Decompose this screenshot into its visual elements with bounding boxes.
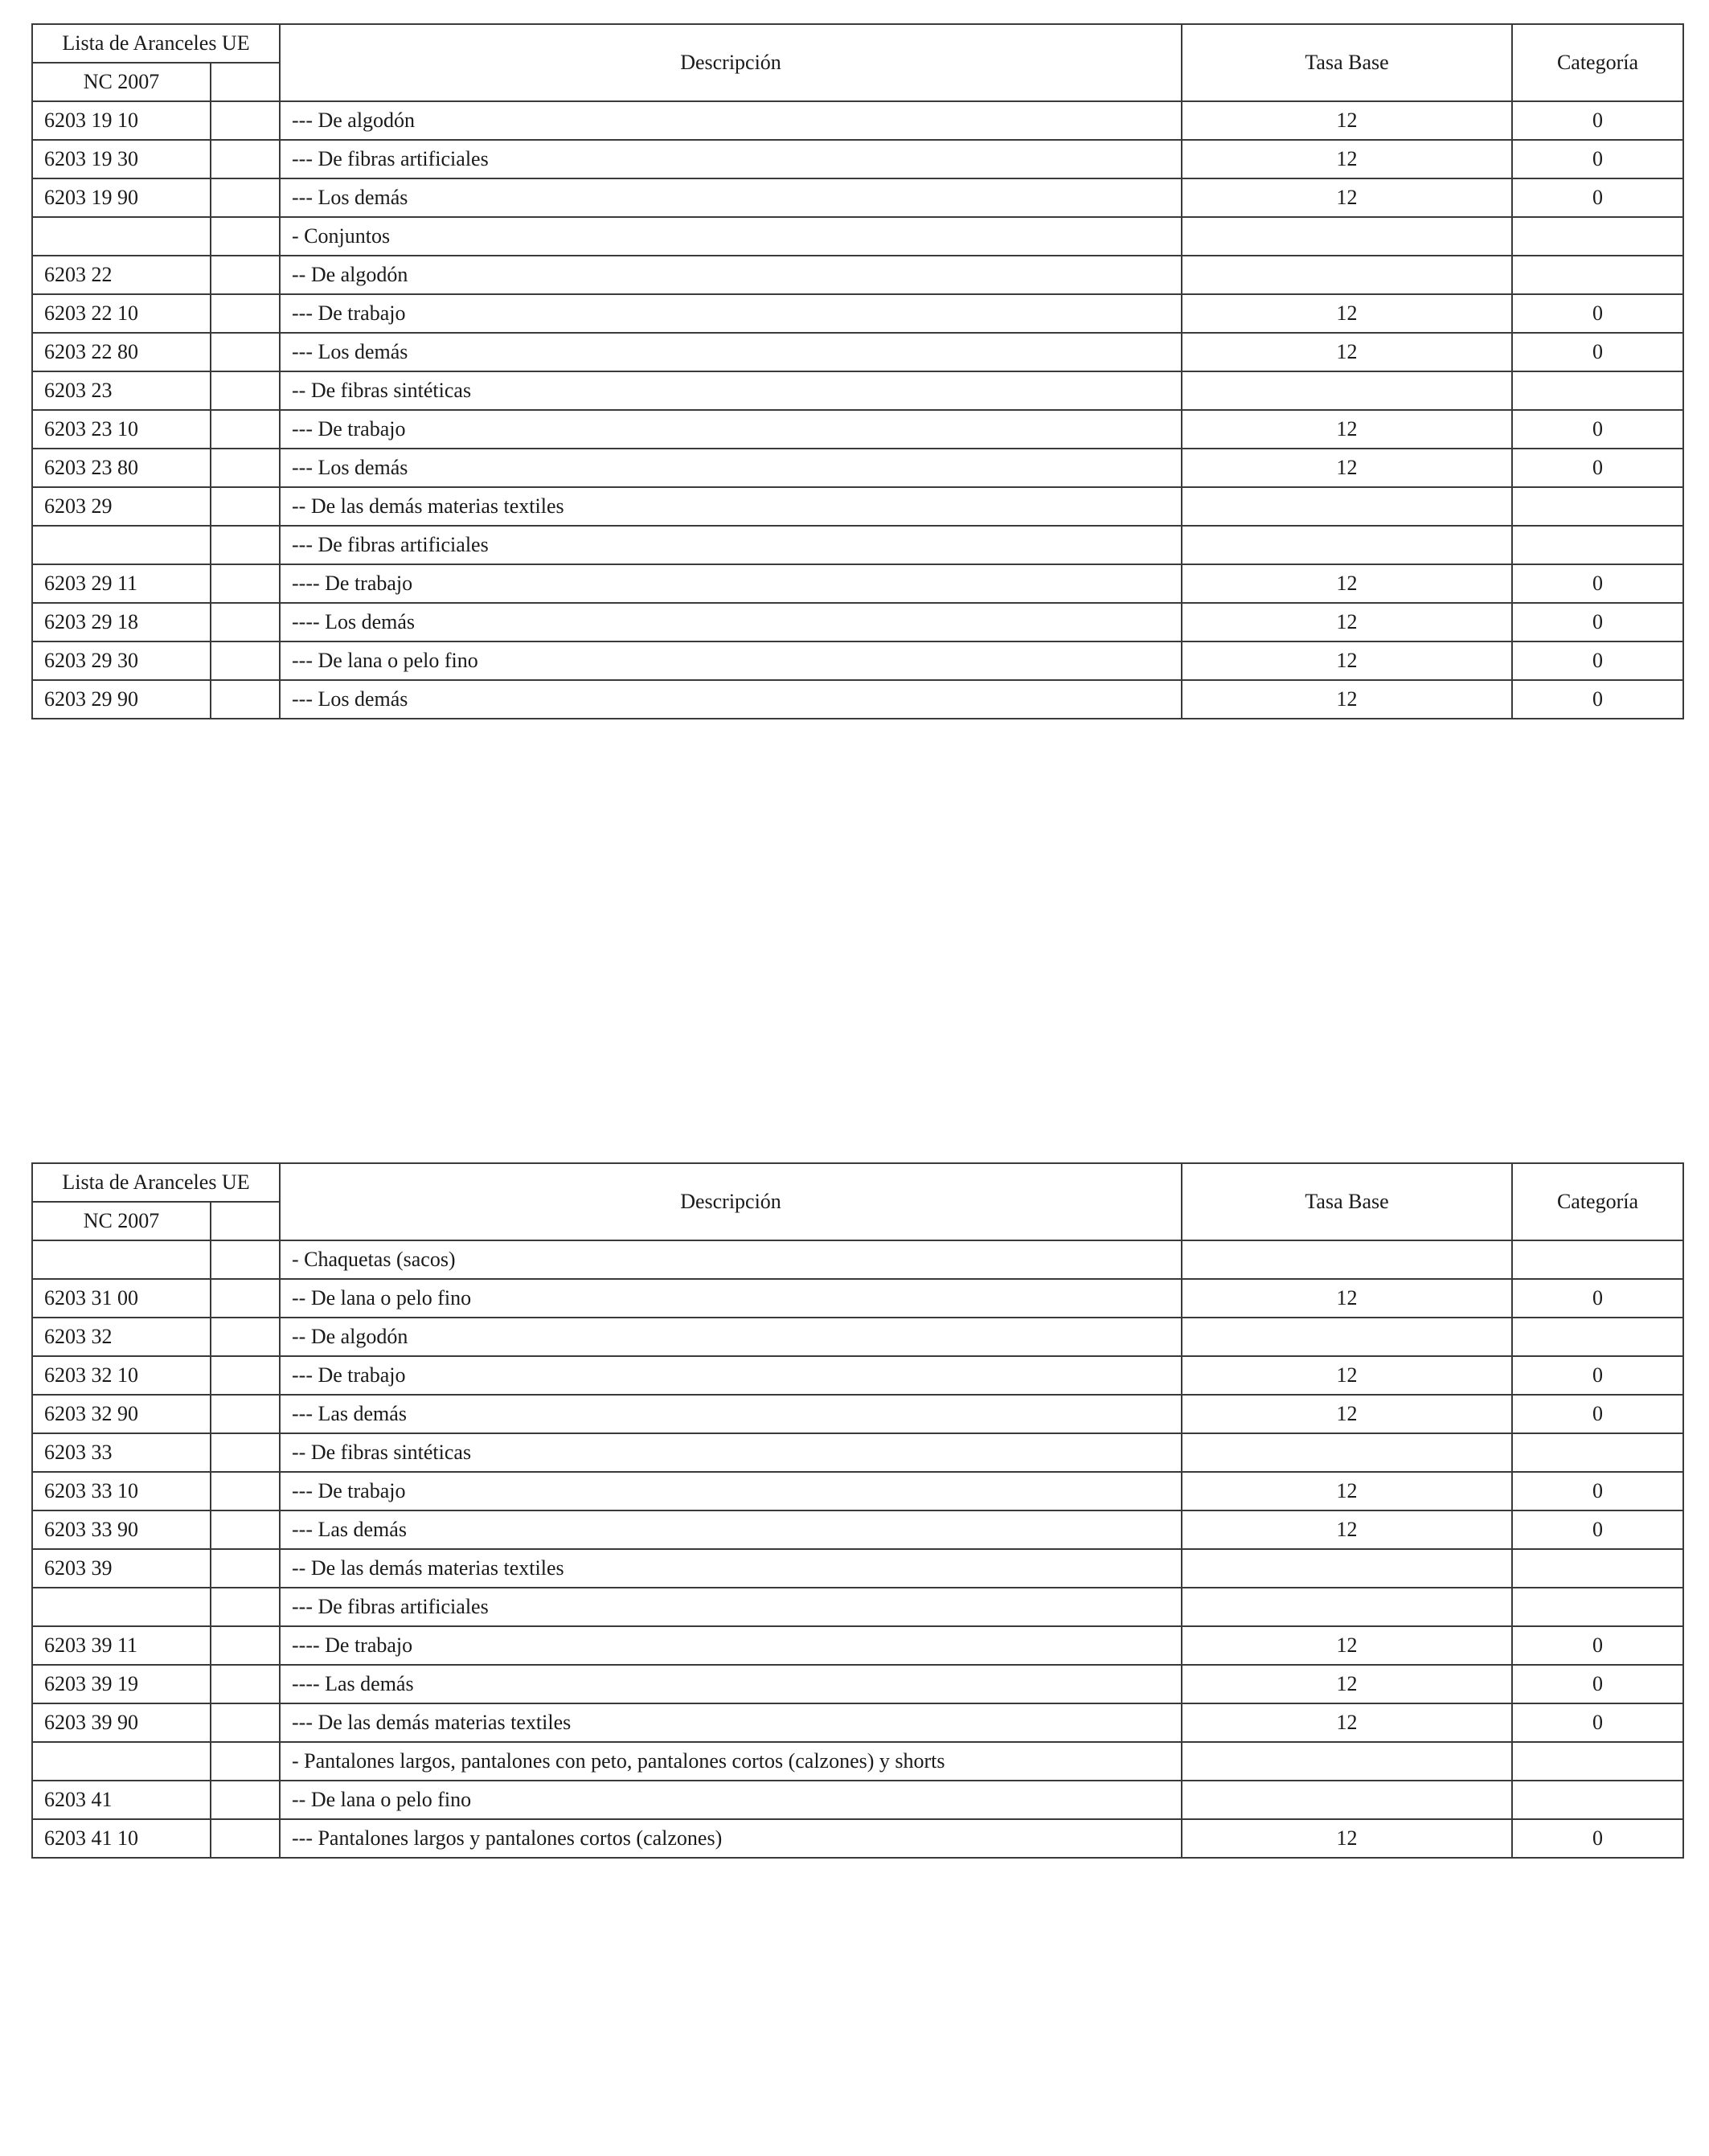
cell-empty — [211, 1279, 280, 1318]
cell-base-rate: 12 — [1182, 1356, 1512, 1395]
cell-code: 6203 33 — [32, 1433, 211, 1472]
cell-code: 6203 32 — [32, 1318, 211, 1356]
table-body — [32, 1240, 1683, 1858]
header-empty-cell — [211, 63, 280, 101]
cell-code: 6203 29 11 — [32, 564, 211, 603]
cell-description: -- De fibras sintéticas — [280, 1433, 1182, 1472]
cell-base-rate: 12 — [1182, 603, 1512, 641]
table-row — [32, 101, 1683, 140]
table-row — [32, 410, 1683, 449]
cell-empty — [211, 1703, 280, 1742]
cell-code — [32, 217, 211, 256]
cell-description: ---- Las demás — [280, 1665, 1182, 1703]
cell-base-rate: 12 — [1182, 680, 1512, 719]
cell-empty — [211, 680, 280, 719]
cell-base-rate: 12 — [1182, 1279, 1512, 1318]
cell-description: --- Las demás — [280, 1395, 1182, 1433]
cell-code — [32, 1742, 211, 1781]
header-empty-cell — [211, 1202, 280, 1240]
header-description: Descripción — [280, 24, 1182, 101]
cell-category — [1512, 1742, 1683, 1781]
cell-category: 0 — [1512, 333, 1683, 371]
cell-code: 6203 39 19 — [32, 1665, 211, 1703]
cell-description: --- Los demás — [280, 680, 1182, 719]
cell-base-rate: 12 — [1182, 1472, 1512, 1510]
cell-base-rate: 12 — [1182, 178, 1512, 217]
cell-code: 6203 23 80 — [32, 449, 211, 487]
cell-base-rate — [1182, 1781, 1512, 1819]
table-row — [32, 1356, 1683, 1395]
cell-code: 6203 39 11 — [32, 1626, 211, 1665]
cell-base-rate — [1182, 371, 1512, 410]
cell-category: 0 — [1512, 449, 1683, 487]
table-row — [32, 1549, 1683, 1588]
table-row — [32, 1472, 1683, 1510]
tariff-table — [31, 1162, 1684, 1859]
cell-category — [1512, 526, 1683, 564]
cell-description: - Conjuntos — [280, 217, 1182, 256]
header-base-rate: Tasa Base — [1182, 1163, 1512, 1240]
cell-empty — [211, 217, 280, 256]
cell-empty — [211, 1588, 280, 1626]
cell-base-rate: 12 — [1182, 641, 1512, 680]
cell-empty — [211, 1781, 280, 1819]
cell-description: -- De lana o pelo fino — [280, 1781, 1182, 1819]
table-header — [32, 1163, 1683, 1240]
cell-code: 6203 23 — [32, 371, 211, 410]
cell-description: --- Los demás — [280, 333, 1182, 371]
cell-code: 6203 29 90 — [32, 680, 211, 719]
cell-empty — [211, 526, 280, 564]
cell-description: -- De lana o pelo fino — [280, 1279, 1182, 1318]
table-row — [32, 1433, 1683, 1472]
cell-description: - Chaquetas (sacos) — [280, 1240, 1182, 1279]
cell-category: 0 — [1512, 1703, 1683, 1742]
cell-empty — [211, 1472, 280, 1510]
cell-description: -- De algodón — [280, 256, 1182, 294]
cell-description: --- De lana o pelo fino — [280, 641, 1182, 680]
table-row — [32, 526, 1683, 564]
header-group-label: Lista de Aranceles UE — [32, 24, 280, 63]
header-base-rate: Tasa Base — [1182, 24, 1512, 101]
cell-category: 0 — [1512, 1395, 1683, 1433]
cell-category — [1512, 256, 1683, 294]
cell-empty — [211, 1240, 280, 1279]
table-row — [32, 1781, 1683, 1819]
cell-category: 0 — [1512, 603, 1683, 641]
cell-empty — [211, 603, 280, 641]
cell-base-rate — [1182, 526, 1512, 564]
table-row — [32, 178, 1683, 217]
cell-code: 6203 22 — [32, 256, 211, 294]
cell-code: 6203 33 10 — [32, 1472, 211, 1510]
cell-base-rate — [1182, 1742, 1512, 1781]
header-nc-label: NC 2007 — [32, 63, 211, 101]
cell-code: 6203 19 90 — [32, 178, 211, 217]
cell-category: 0 — [1512, 101, 1683, 140]
cell-base-rate: 12 — [1182, 410, 1512, 449]
cell-category: 0 — [1512, 1626, 1683, 1665]
header-category: Categoría — [1512, 24, 1683, 101]
cell-description: -- De fibras sintéticas — [280, 371, 1182, 410]
cell-description: -- De algodón — [280, 1318, 1182, 1356]
cell-empty — [211, 1510, 280, 1549]
cell-category: 0 — [1512, 178, 1683, 217]
cell-base-rate — [1182, 1588, 1512, 1626]
table-row — [32, 641, 1683, 680]
cell-category — [1512, 1549, 1683, 1588]
table-row — [32, 1318, 1683, 1356]
cell-empty — [211, 1549, 280, 1588]
cell-base-rate — [1182, 256, 1512, 294]
cell-code: 6203 31 00 — [32, 1279, 211, 1318]
cell-base-rate: 12 — [1182, 1395, 1512, 1433]
cell-code: 6203 32 90 — [32, 1395, 211, 1433]
cell-category: 0 — [1512, 1510, 1683, 1549]
cell-base-rate: 12 — [1182, 294, 1512, 333]
table-row — [32, 487, 1683, 526]
cell-empty — [211, 371, 280, 410]
cell-code: 6203 39 — [32, 1549, 211, 1588]
cell-base-rate — [1182, 1240, 1512, 1279]
table-row — [32, 1279, 1683, 1318]
table-row — [32, 449, 1683, 487]
cell-category: 0 — [1512, 294, 1683, 333]
cell-base-rate: 12 — [1182, 140, 1512, 178]
cell-category: 0 — [1512, 680, 1683, 719]
table-row — [32, 1395, 1683, 1433]
cell-empty — [211, 140, 280, 178]
cell-description: --- Las demás — [280, 1510, 1182, 1549]
cell-empty — [211, 449, 280, 487]
cell-empty — [211, 294, 280, 333]
table-row — [32, 1819, 1683, 1858]
cell-description: --- De algodón — [280, 101, 1182, 140]
cell-code: 6203 32 10 — [32, 1356, 211, 1395]
header-category: Categoría — [1512, 1163, 1683, 1240]
table-header — [32, 24, 1683, 101]
cell-category: 0 — [1512, 140, 1683, 178]
cell-empty — [211, 256, 280, 294]
cell-description: -- De las demás materias textiles — [280, 487, 1182, 526]
cell-category — [1512, 1433, 1683, 1472]
table-row — [32, 1588, 1683, 1626]
cell-code: 6203 29 18 — [32, 603, 211, 641]
cell-empty — [211, 1742, 280, 1781]
cell-category — [1512, 217, 1683, 256]
cell-category — [1512, 487, 1683, 526]
cell-category: 0 — [1512, 410, 1683, 449]
cell-base-rate: 12 — [1182, 1819, 1512, 1858]
cell-empty — [211, 101, 280, 140]
cell-category: 0 — [1512, 1819, 1683, 1858]
cell-description: --- De trabajo — [280, 410, 1182, 449]
cell-base-rate: 12 — [1182, 333, 1512, 371]
cell-category: 0 — [1512, 1665, 1683, 1703]
cell-category — [1512, 1588, 1683, 1626]
table-row — [32, 1742, 1683, 1781]
table-row — [32, 1703, 1683, 1742]
cell-description: --- De fibras artificiales — [280, 526, 1182, 564]
cell-empty — [211, 178, 280, 217]
cell-description: --- De fibras artificiales — [280, 140, 1182, 178]
cell-code — [32, 1240, 211, 1279]
cell-code: 6203 41 10 — [32, 1819, 211, 1858]
cell-empty — [211, 1819, 280, 1858]
table-row — [32, 217, 1683, 256]
cell-empty — [211, 1626, 280, 1665]
cell-code: 6203 39 90 — [32, 1703, 211, 1742]
cell-code: 6203 41 — [32, 1781, 211, 1819]
table-row — [32, 294, 1683, 333]
cell-base-rate: 12 — [1182, 1665, 1512, 1703]
cell-empty — [211, 1665, 280, 1703]
cell-base-rate: 12 — [1182, 1703, 1512, 1742]
cell-category — [1512, 1781, 1683, 1819]
cell-description: ---- De trabajo — [280, 1626, 1182, 1665]
cell-code — [32, 526, 211, 564]
cell-empty — [211, 410, 280, 449]
cell-description: --- De trabajo — [280, 1356, 1182, 1395]
table-body — [32, 101, 1683, 719]
cell-description: --- Pantalones largos y pantalones cortos (calzones) — [280, 1819, 1182, 1858]
table-row — [32, 256, 1683, 294]
table-row — [32, 371, 1683, 410]
cell-base-rate — [1182, 1433, 1512, 1472]
cell-code: 6203 29 — [32, 487, 211, 526]
cell-description: --- Los demás — [280, 178, 1182, 217]
table-row — [32, 1626, 1683, 1665]
table-row — [32, 1510, 1683, 1549]
header-description: Descripción — [280, 1163, 1182, 1240]
header-nc-label: NC 2007 — [32, 1202, 211, 1240]
cell-base-rate: 12 — [1182, 449, 1512, 487]
cell-category — [1512, 1318, 1683, 1356]
cell-description: --- De trabajo — [280, 1472, 1182, 1510]
cell-base-rate — [1182, 1318, 1512, 1356]
cell-empty — [211, 1356, 280, 1395]
cell-empty — [211, 641, 280, 680]
cell-code: 6203 29 30 — [32, 641, 211, 680]
tariff-table — [31, 23, 1684, 719]
table-row — [32, 564, 1683, 603]
cell-description: --- Los demás — [280, 449, 1182, 487]
cell-category: 0 — [1512, 564, 1683, 603]
cell-category: 0 — [1512, 1472, 1683, 1510]
cell-code: 6203 19 30 — [32, 140, 211, 178]
cell-category: 0 — [1512, 641, 1683, 680]
cell-code — [32, 1588, 211, 1626]
header-group-label: Lista de Aranceles UE — [32, 1163, 280, 1202]
cell-description: - Pantalones largos, pantalones con peto, pantalones cortos (calzones) y shorts — [280, 1742, 1182, 1781]
cell-category: 0 — [1512, 1279, 1683, 1318]
cell-description: ---- Los demás — [280, 603, 1182, 641]
table-row — [32, 680, 1683, 719]
cell-category: 0 — [1512, 1356, 1683, 1395]
cell-code: 6203 33 90 — [32, 1510, 211, 1549]
cell-base-rate — [1182, 217, 1512, 256]
cell-description: ---- De trabajo — [280, 564, 1182, 603]
table-row — [32, 1240, 1683, 1279]
cell-base-rate: 12 — [1182, 564, 1512, 603]
cell-code: 6203 19 10 — [32, 101, 211, 140]
cell-base-rate: 12 — [1182, 1626, 1512, 1665]
table-row — [32, 140, 1683, 178]
cell-code: 6203 22 80 — [32, 333, 211, 371]
cell-empty — [211, 1433, 280, 1472]
cell-base-rate — [1182, 487, 1512, 526]
cell-description: --- De trabajo — [280, 294, 1182, 333]
table-row — [32, 1665, 1683, 1703]
cell-empty — [211, 1318, 280, 1356]
table-row — [32, 603, 1683, 641]
cell-empty — [211, 333, 280, 371]
cell-empty — [211, 487, 280, 526]
cell-base-rate — [1182, 1549, 1512, 1588]
cell-base-rate: 12 — [1182, 101, 1512, 140]
table-row — [32, 333, 1683, 371]
cell-category — [1512, 371, 1683, 410]
cell-description: --- De las demás materias textiles — [280, 1703, 1182, 1742]
cell-code: 6203 23 10 — [32, 410, 211, 449]
cell-empty — [211, 1395, 280, 1433]
cell-base-rate: 12 — [1182, 1510, 1512, 1549]
cell-description: --- De fibras artificiales — [280, 1588, 1182, 1626]
cell-description: -- De las demás materias textiles — [280, 1549, 1182, 1588]
cell-code: 6203 22 10 — [32, 294, 211, 333]
cell-category — [1512, 1240, 1683, 1279]
cell-empty — [211, 564, 280, 603]
